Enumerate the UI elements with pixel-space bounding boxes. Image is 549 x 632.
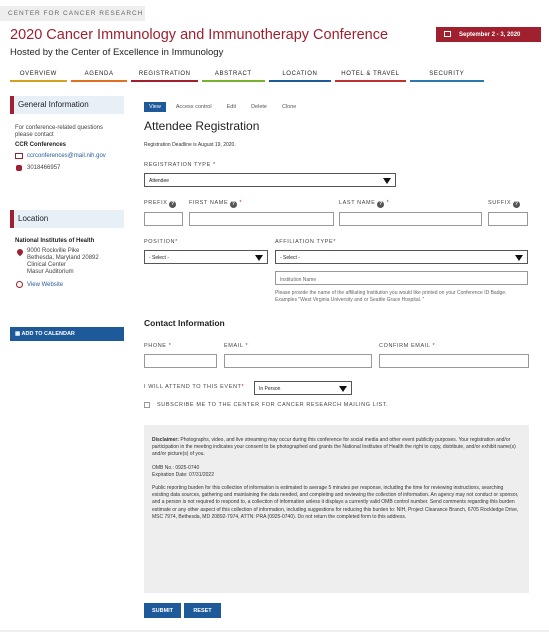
address-line-2: Bethesda, Maryland 20892 — [27, 255, 99, 261]
phone-icon — [16, 165, 22, 171]
confirm-email-label-text: CONFIRM EMAIL — [379, 343, 431, 349]
email-input[interactable] — [224, 354, 372, 368]
page-subtitle: Hosted by the Center of Excellence in Immunology — [10, 47, 224, 58]
general-info-heading: General Information — [10, 96, 124, 114]
position-label — [144, 239, 178, 245]
page-title: 2020 Cancer Immunology and Immunotherapy Conference — [10, 27, 389, 43]
disclaimer-text: Photographs, video, and live streaming may occur during this conference for social media and other event publicity purposes. Your registration and/or participation in the meeting indicates your consent to be photographed and grants the National Institutes of Health the right to copy, distribute, and/or exhibit name(s) and/or picture(s) of you. — [152, 437, 516, 458]
dropdown-arrow-icon — [255, 255, 263, 261]
first-name-input[interactable] — [189, 212, 334, 226]
disclaimer-paragraph — [152, 437, 521, 459]
first-name-label — [189, 200, 242, 208]
nav-overview[interactable]: OVERVIEW — [10, 68, 67, 82]
suffix-label-text: SUFFIX — [488, 200, 512, 206]
suffix-input[interactable] — [488, 212, 528, 226]
address-line-3: Clinical Center — [27, 262, 67, 268]
help-icon[interactable]: ? — [514, 201, 519, 207]
last-name-label-text: LAST NAME — [339, 200, 376, 206]
confirm-email-input[interactable] — [379, 354, 529, 368]
attendance-select[interactable] — [254, 381, 352, 395]
dropdown-arrow-icon — [515, 255, 523, 261]
last-name-input[interactable] — [339, 212, 482, 226]
submit-button[interactable]: SUBMIT — [144, 603, 181, 618]
omb-number: OMB No.: 0925-0740 — [152, 464, 200, 471]
position-label-text: POSITION — [144, 239, 176, 245]
address-line-4: Masur Auditorium — [27, 269, 74, 275]
email-label — [224, 343, 248, 349]
venue-name: National Institutes of Health — [15, 238, 95, 244]
contact-name: CCR Conferences — [15, 142, 67, 148]
phone-number: 3018466957 — [27, 165, 61, 171]
tab-access-control[interactable]: Access control — [175, 104, 212, 110]
subscribe-label[interactable]: SUBSCRIBE ME TO THE CENTER FOR CANCER RESEARCH MAILING LIST. — [157, 402, 389, 408]
required-marker: * — [245, 343, 249, 349]
nav-security[interactable]: SECURITY — [410, 68, 484, 82]
email-label-text: EMAIL — [224, 343, 244, 349]
attend-label-text: I WILL ATTEND TO THIS EVENT — [144, 384, 242, 390]
affiliation-type-select[interactable] — [275, 250, 528, 264]
view-website-link[interactable]: View Website — [27, 282, 64, 288]
globe-icon — [16, 281, 23, 288]
contact-text: For conference-related questions please contact — [15, 125, 104, 138]
required-marker: * — [333, 239, 337, 245]
required-marker: * — [212, 162, 216, 168]
required-marker: * — [432, 343, 436, 349]
calendar-icon — [444, 31, 451, 37]
phone-label-text: PHONE — [144, 343, 167, 349]
suffix-label — [488, 200, 520, 208]
prefix-input[interactable] — [144, 212, 183, 226]
nav-abstract[interactable]: ABSTRACT — [202, 68, 265, 82]
address-line-1: 9000 Rockville Pike — [27, 248, 80, 254]
email-icon — [15, 153, 23, 159]
first-name-label-text: FIRST NAME — [189, 200, 229, 206]
required-marker: * — [241, 384, 245, 390]
calendar-icon: ▦ — [15, 331, 22, 337]
position-value: - Select - — [149, 255, 170, 261]
reset-button[interactable]: RESET — [184, 603, 221, 618]
nav-registration[interactable]: REGISTRATION — [131, 68, 198, 82]
tab-clone[interactable]: Clone — [281, 104, 297, 110]
affiliation-type-label — [275, 239, 336, 245]
add-to-calendar-label: ADD TO CALENDAR — [21, 331, 75, 337]
nav-location[interactable]: LOCATION — [269, 68, 332, 82]
required-marker: * — [175, 239, 178, 245]
prefix-label-text: PREFIX — [144, 200, 168, 206]
registration-deadline: Registration Deadline is August 19, 2020. — [144, 142, 236, 148]
phone-label — [144, 343, 171, 349]
tab-delete[interactable]: Delete — [251, 104, 267, 110]
burden-statement: Public reporting burden for this collection of information is estimated to average 5 minutes per response, including the time for reviewing instructions, searching existing data sources, gathering and maintaining the data needed, and completing and reviewing the collection of information. An agency may not conduct or sponsor, and a person is not required to respond to, a collection of information unless it displays a currently valid OMB control number. Send comments regarding this burden estimate or any other aspect of this collection of information, including suggestions for reducing this burden to: NIH, Project Clearance Branch, 6705 Rockledge Drive, MSC 7974, Bethesda, MD 20892-7974, ATTN: PRA (0925-0740). Do not return the completed form to this address. — [152, 485, 519, 520]
contact-info-heading: Contact Information — [144, 318, 225, 328]
registration-type-label-text: REGISTRATION TYPE — [144, 162, 211, 168]
required-marker: * — [239, 200, 243, 206]
required-marker: * — [168, 343, 172, 349]
help-icon[interactable]: ? — [171, 201, 175, 207]
institution-help-text: Please provide the name of the affiliating Institution you would like printed on your Conference ID Badge. Examples "West Virginia University and or Seattle Grace Hospital. " — [275, 290, 507, 303]
date-badge-label: September 2 - 3, 2020 — [459, 32, 521, 38]
org-banner[interactable]: CENTER FOR CANCER RESEARCH — [0, 6, 145, 21]
disclaimer-panel — [144, 425, 529, 593]
map-pin-icon — [16, 248, 24, 256]
required-marker: * — [386, 200, 390, 206]
registration-type-value: Attendee — [149, 178, 170, 184]
tab-edit[interactable]: Edit — [226, 104, 237, 110]
expiration-date: Expiration Date: 07/31/2022 — [152, 471, 214, 478]
phone-input[interactable] — [144, 354, 217, 368]
main-nav — [10, 68, 488, 82]
help-icon[interactable]: ? — [379, 201, 383, 207]
institution-name-input[interactable]: Institution Name — [275, 271, 528, 285]
nav-agenda[interactable]: AGENDA — [71, 68, 128, 82]
attendance-value: In Person — [259, 386, 281, 392]
help-icon[interactable]: ? — [231, 201, 236, 207]
affiliation-type-value: - Select - — [280, 255, 301, 261]
tab-view[interactable]: View — [144, 102, 166, 112]
position-select[interactable] — [144, 250, 268, 264]
nav-hotel-travel[interactable]: HOTEL & TRAVEL — [335, 68, 405, 82]
dropdown-arrow-icon — [383, 178, 391, 184]
prefix-label — [144, 200, 176, 208]
dropdown-arrow-icon — [339, 386, 347, 392]
confirm-email-label — [379, 343, 435, 349]
email-link[interactable]: ccrconferences@mail.nih.gov — [27, 153, 106, 159]
registration-type-label — [144, 162, 216, 168]
subscribe-checkbox[interactable] — [144, 402, 150, 408]
location-heading: Location — [10, 210, 124, 228]
admin-tabs — [144, 102, 306, 112]
last-name-label — [339, 200, 389, 208]
affiliation-type-label-text: AFFILIATION TYPE — [275, 239, 334, 245]
registration-type-select[interactable] — [144, 173, 396, 187]
disclaimer-bold: Disclaimer: — [152, 437, 179, 443]
attend-label — [144, 384, 244, 390]
form-title: Attendee Registration — [144, 119, 260, 133]
date-badge — [436, 27, 541, 42]
add-to-calendar-button[interactable] — [10, 327, 124, 341]
